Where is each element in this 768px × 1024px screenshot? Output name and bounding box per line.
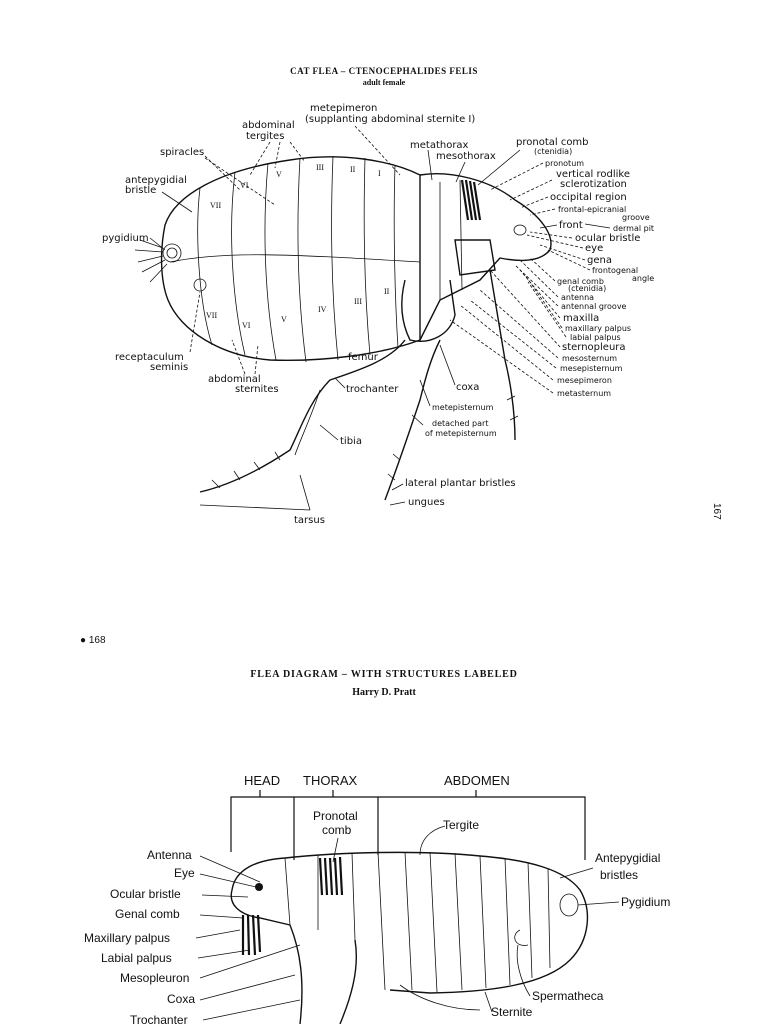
segment-abdomen: ABDOMEN xyxy=(444,773,510,788)
page-number-top: 167 xyxy=(711,503,722,520)
tergite-numeral: III xyxy=(316,163,324,172)
figure1-labels xyxy=(102,103,654,526)
label-antenna: antenna xyxy=(561,293,595,302)
figure1-subtitle: adult female xyxy=(362,78,406,87)
sternite-numeral: V xyxy=(281,315,287,324)
label-sternopleura: sternopleura xyxy=(562,342,626,353)
label-ungues: ungues xyxy=(408,497,445,508)
label-metepimeron-note: (supplanting abdominal sternite I) xyxy=(305,114,476,125)
label-metathorax: metathorax xyxy=(410,140,469,151)
label2-tergite: Tergite xyxy=(443,818,480,832)
label-abdominal-tergites-2: tergites xyxy=(246,131,285,142)
label-occipital-region: occipital region xyxy=(550,192,627,203)
label2-spermatheca: Spermatheca xyxy=(532,989,604,1003)
figure2-labels xyxy=(84,809,670,1024)
label-sclerotization: sclerotization xyxy=(560,179,627,190)
label-labial-palpus: labial palpus xyxy=(570,333,621,342)
label2-antepygidial-2: bristles xyxy=(600,868,639,882)
label-receptaculum-2: seminis xyxy=(150,362,189,373)
label-frontogenal-angle: angle xyxy=(632,274,655,283)
label2-pronotal-2: comb xyxy=(322,823,352,837)
label2-antenna: Antenna xyxy=(147,848,192,862)
label-abdominal-sternites-2: sternites xyxy=(235,384,279,395)
page-number-bottom: ● 168 xyxy=(80,635,106,646)
label2-antepygidial-1: Antepygidial xyxy=(595,851,661,865)
label-metepisternum: metepisternum xyxy=(432,403,494,412)
label-femur: femur xyxy=(348,352,378,363)
label-frontal-groove: groove xyxy=(622,213,650,222)
label-mesothorax: mesothorax xyxy=(436,151,496,162)
label2-trochanter: Trochanter xyxy=(130,1013,188,1024)
label-antennal-groove: antennal groove xyxy=(561,302,627,311)
label-antepygidial-1: antepygidial xyxy=(125,175,187,186)
figure1-title: CAT FLEA – CTENOCEPHALIDES FELIS xyxy=(290,66,478,76)
label2-sternite: Sternite xyxy=(491,1005,533,1019)
label-detached-1: detached part xyxy=(432,419,489,428)
label2-mesopleuron: Mesopleuron xyxy=(120,971,190,985)
sternite-numeral: VI xyxy=(242,321,251,330)
label-tarsus: tarsus xyxy=(294,515,325,526)
label2-eye: Eye xyxy=(174,866,195,880)
label2-ocular-bristle: Ocular bristle xyxy=(110,887,181,901)
label-pygidium: pygidium xyxy=(102,233,149,244)
label-genal-comb: genal comb xyxy=(557,277,604,286)
label-trochanter: trochanter xyxy=(346,384,399,395)
figure2-author: Harry D. Pratt xyxy=(352,687,416,698)
label-mesepisternum: mesepisternum xyxy=(560,364,623,373)
label-pronotum: pronotum xyxy=(545,159,585,168)
label-metasternum: metasternum xyxy=(557,389,612,398)
label-abdominal-tergites-1: abdominal xyxy=(242,120,295,131)
tergite-numeral: VII xyxy=(210,201,222,210)
sternite-numeral: III xyxy=(354,297,362,306)
segment-thorax: THORAX xyxy=(303,773,358,788)
label-antepygidial-2: bristle xyxy=(125,185,157,196)
label-maxilla: maxilla xyxy=(563,313,600,324)
label-gena: gena xyxy=(587,255,612,266)
label2-coxa: Coxa xyxy=(167,992,196,1006)
tergite-numeral: I xyxy=(378,169,381,178)
label2-pronotal-1: Pronotal xyxy=(313,809,358,823)
label-ocular-bristle: ocular bristle xyxy=(575,233,641,244)
tergite-numeral: VI xyxy=(240,181,249,190)
label-vertical-rodlike: vertical rodlike xyxy=(556,169,630,180)
label2-labial-palpus: Labial palpus xyxy=(101,951,172,965)
label-frontal-epicranial: frontal-epicranial xyxy=(558,205,627,214)
page-number-bottom-text: 168 xyxy=(88,635,106,646)
label-spiracles: spiracles xyxy=(160,147,205,158)
label-detached-2: of metepisternum xyxy=(425,429,497,438)
label2-genal-comb: Genal comb xyxy=(115,907,180,921)
sternite-numeral: IV xyxy=(318,305,327,314)
label-metepimeron: metepimeron xyxy=(310,103,378,114)
figure2-title: FLEA DIAGRAM – WITH STRUCTURES LABELED xyxy=(250,669,518,680)
label-receptaculum-1: receptaculum xyxy=(115,352,184,363)
label2-maxillary-palpus: Maxillary palpus xyxy=(84,931,171,945)
label-maxillary-palpus: maxillary palpus xyxy=(565,324,632,333)
label-pronotal-comb: pronotal comb xyxy=(516,137,589,148)
label-mesepimeron: mesepimeron xyxy=(557,376,612,385)
label-abdominal-sternites-1: abdominal xyxy=(208,374,261,385)
label-tibia: tibia xyxy=(340,436,362,447)
segment-bracket xyxy=(231,773,585,860)
tergite-numeral: II xyxy=(350,165,356,174)
label-genal-ctenidia: (ctenidia) xyxy=(568,284,607,293)
label-dermal-pit: dermal pit xyxy=(613,224,655,233)
label-eye: eye xyxy=(585,243,604,254)
label-pronotal-ctenidia: (ctenidia) xyxy=(534,147,573,156)
label-front: front xyxy=(559,220,583,231)
label2-pygidium: Pygidium xyxy=(621,895,671,909)
sternite-numeral: II xyxy=(384,287,390,296)
segment-head: HEAD xyxy=(244,773,281,788)
label-coxa: coxa xyxy=(456,382,480,393)
label-mesosternum: mesosternum xyxy=(562,354,618,363)
label-lateral-plantar-bristles: lateral plantar bristles xyxy=(405,478,516,489)
label-frontogenal: frontogenal xyxy=(592,266,639,275)
sternite-numeral: VII xyxy=(206,311,218,320)
tergite-numeral: V xyxy=(276,170,282,179)
